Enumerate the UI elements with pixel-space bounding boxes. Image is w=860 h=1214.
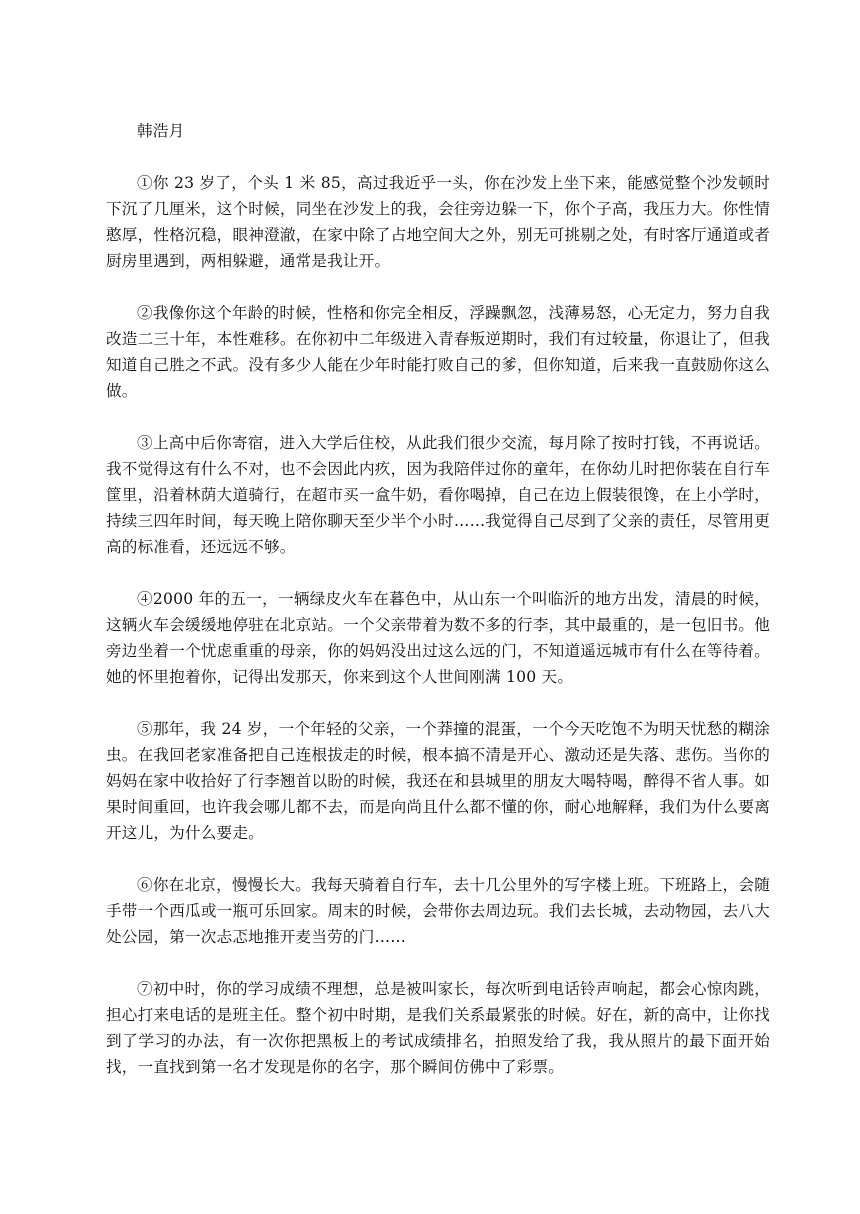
paragraph-6: ⑥你在北京，慢慢长大。我每天骑着自行车，去十几公里外的写字楼上班。下班路上，会随手带一个西瓜或一瓶可乐回家。周末的时候，会带你去周边玩。我们去长城，去动物园，去八大处公园，第一次忐忑地推开麦当劳的门…… (106, 876, 770, 946)
paragraph-3: ③上高中后你寄宿，进入大学后住校，从此我们很少交流，每月除了按时打钱，不再说话。我不觉得这有什么不对，也不会因此内疚，因为我陪伴过你的童年，在你幼儿时把你装在自行车筐里，沿着林荫大道骑行，在超市买一盒牛奶，看你喝掉，自己在边上假装很馋，在上小学时，持续三四年时间，每天晚上陪你聊天至少半个小时……我觉得自己尽到了父亲的责任，尽管用更高的标准看，还远远不够。 (106, 434, 770, 556)
paragraph-4: ④2000 年的五一，一辆绿皮火车在暮色中，从山东一个叫临沂的地方出发，清晨的时候，这辆火车会缓缓地停驻在北京站。一个父亲带着为数不多的行李，其中最重的，是一包旧书。他旁边坐着一个忧虑重重的母亲，你的妈妈没出过这么远的门，不知道遥远城市有什么在等待着。她的怀里抱着你，记得出发那天，你来到这个人世间刚满 100 天。 (106, 590, 770, 686)
author-name: 韩浩月 (137, 122, 185, 140)
paragraph-5: ⑤那年，我 24 岁，一个年轻的父亲，一个莽撞的混蛋，一个今天吃饱不为明天忧愁的糊涂虫。在我回老家准备把自己连根拔走的时候，根本搞不清是开心、激动还是失落、悲伤。当你的妈妈在家中收拾好了行李翘首以盼的时候，我还在和县城里的朋友大喝特喝，醉得不省人事。如果时间重回，也许我会哪儿都不去，而是向尚且什么都不懂的你，耐心地解释，我们为什么要离开这儿，为什么要走。 (106, 720, 770, 842)
paragraph-1: ①你 23 岁了，个头 1 米 85，高过我近乎一头，你在沙发上坐下来，能感觉整个沙发顿时下沉了几厘米，这个时候，同坐在沙发上的我，会往旁边躲一下，你个子高，我压力大。你性情憨厚，性格沉稳，眼神澄澈，在家中除了占地空间大之外，别无可挑剔之处，有时客厅通道或者厨房里遇到，两相躲避，通常是我让开。 (106, 174, 770, 270)
paragraph-2: ②我像你这个年龄的时候，性格和你完全相反，浮躁飘忽，浅薄易怒，心无定力，努力自我改造二三十年，本性难移。在你初中二年级进入青春叛逆期时，我们有过较量，你退让了，但我知道自己胜之不武。没有多少人能在少年时能打败自己的爹，但你知道，后来我一直鼓励你这么做。 (106, 304, 770, 400)
document-body (106, 118, 770, 1106)
paragraph-7: ⑦初中时，你的学习成绩不理想，总是被叫家长，每次听到电话铃声响起，都会心惊肉跳，担心打来电话的是班主任。整个初中时期，是我们关系最紧张的时候。好在，新的高中，让你找到了学习的办法，有一次你把黑板上的考试成绩排名，拍照发给了我，我从照片的最下面开始找，一直找到第一名才发现是你的名字，那个瞬间仿佛中了彩票。 (106, 980, 770, 1076)
